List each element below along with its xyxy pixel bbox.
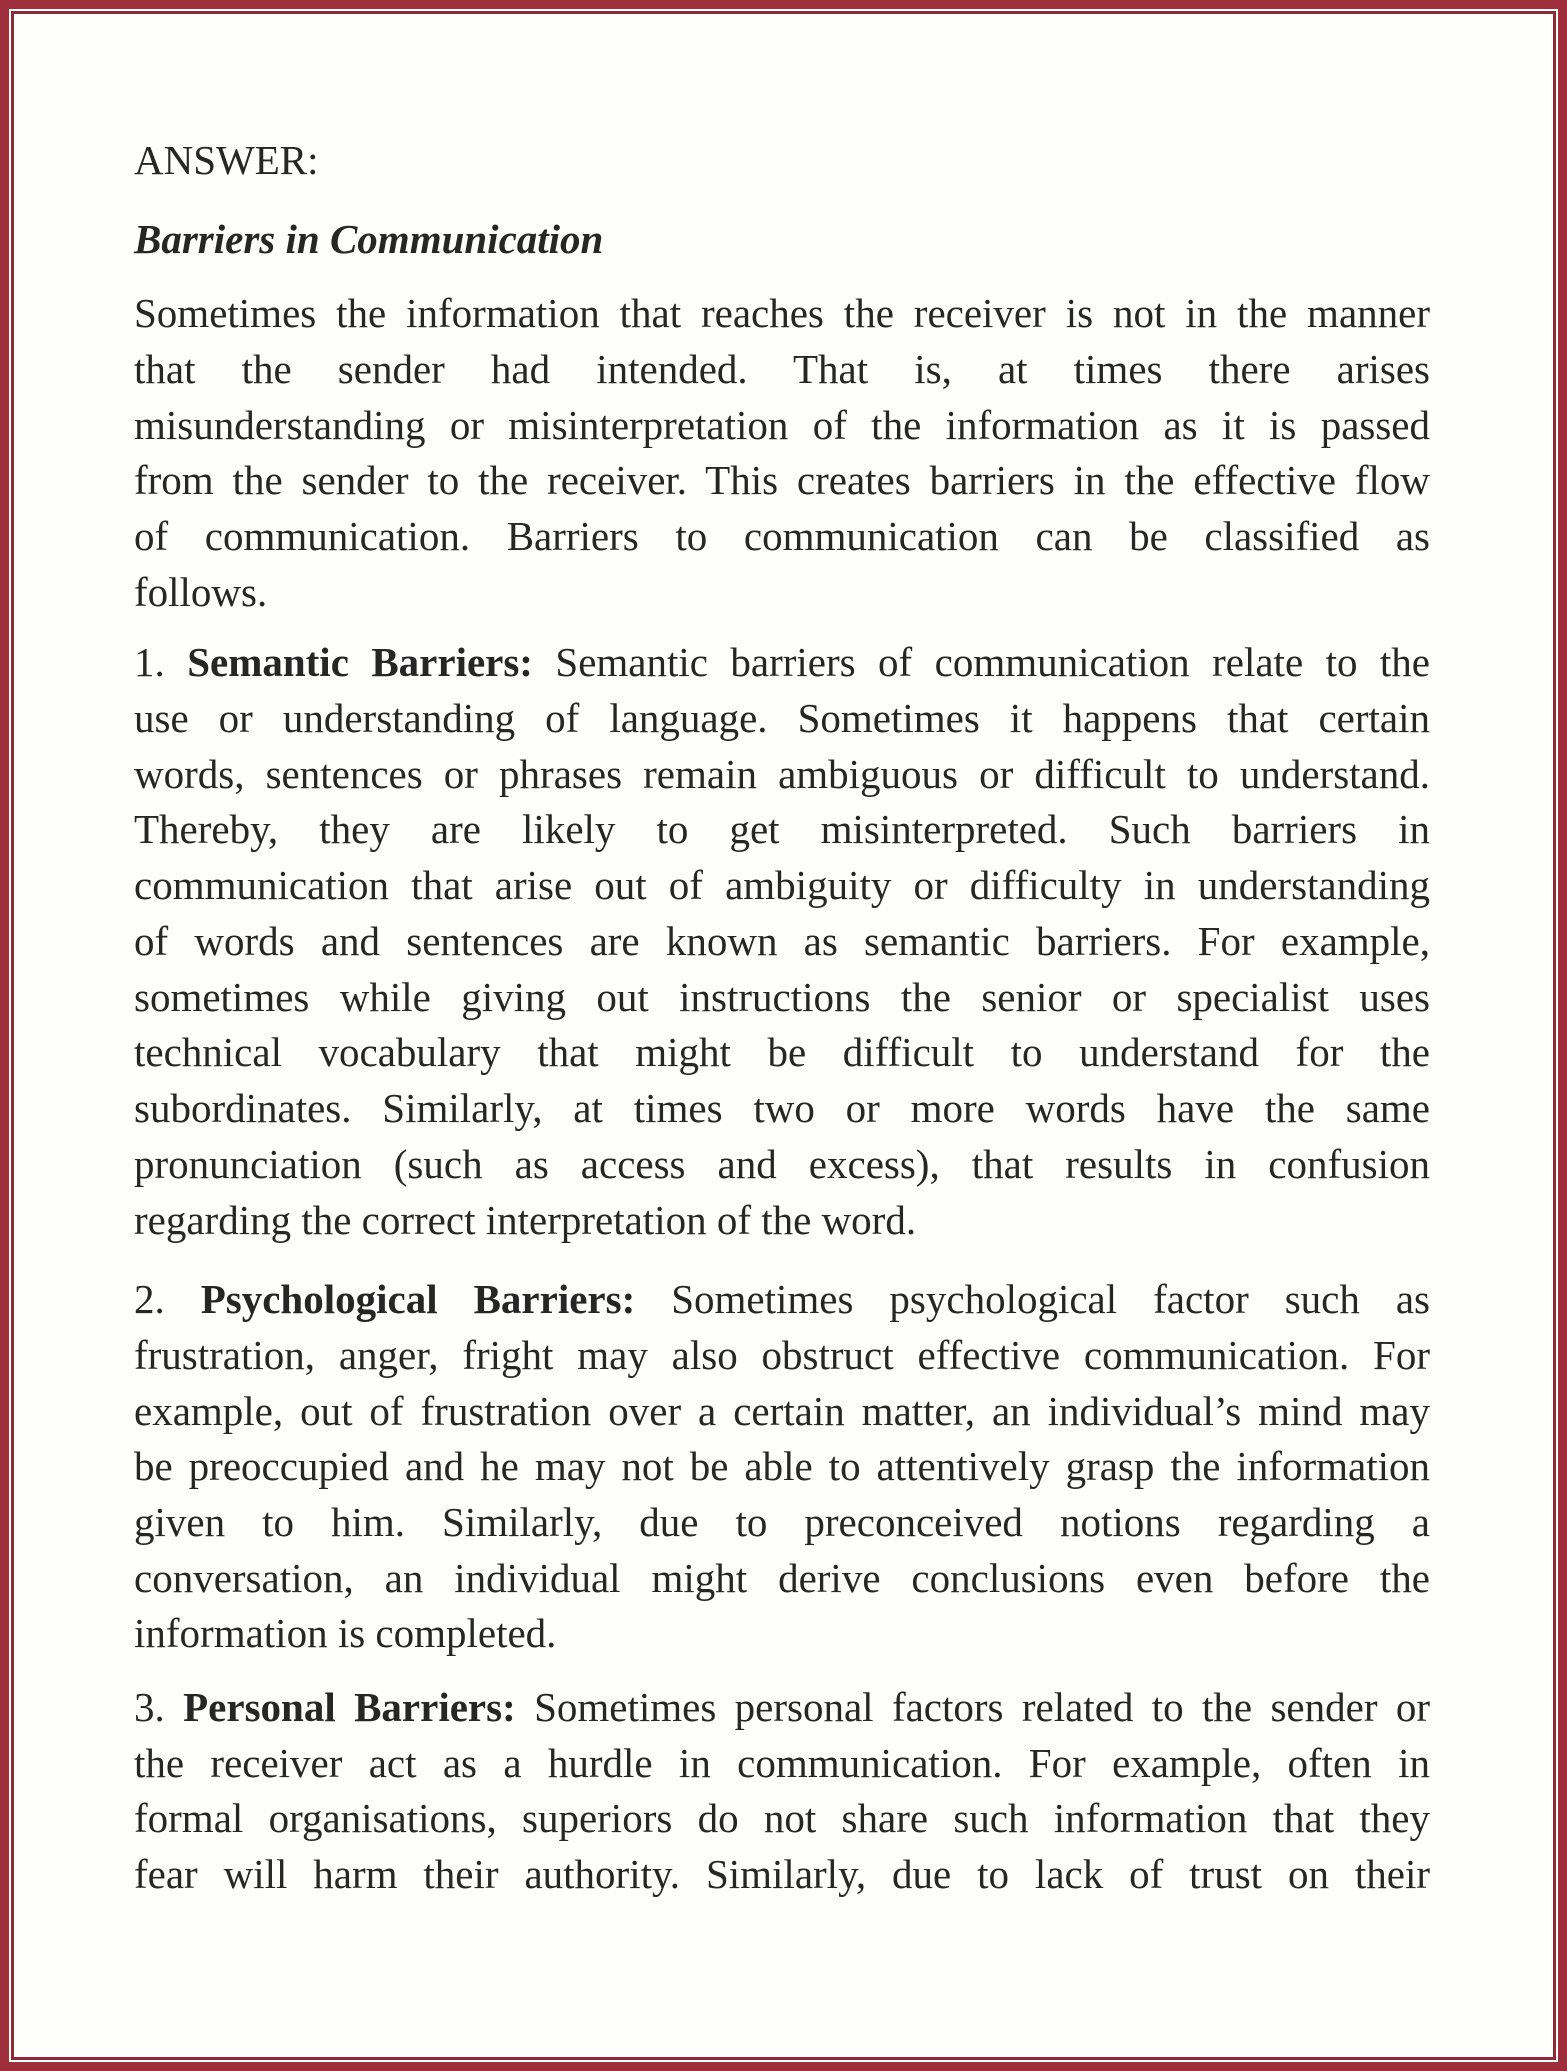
section-line: frustration, anger, fright may also obstruct effective communication. For <box>134 1332 1430 1378</box>
section-number: 3. <box>134 1684 165 1730</box>
section-line: information is completed. <box>134 1610 557 1656</box>
section-term: Psychological Barriers: <box>200 1276 636 1322</box>
section-line: of words and sentences are known as semantic barriers. For example, <box>134 918 1430 964</box>
section-line: Thereby, they are likely to get misinterpreted. Such barriers in <box>134 806 1430 852</box>
section-line: conversation, an individual might derive conclusions even before the <box>134 1555 1430 1601</box>
section-line: communication that arise out of ambiguity or difficulty in understanding <box>134 862 1430 908</box>
section-line: pronunciation (such as access and excess), that results in confusion <box>134 1141 1430 1187</box>
section-line: words, sentences or phrases remain ambiguous or difficult to understand. <box>134 751 1430 797</box>
section-term: Personal Barriers: <box>183 1684 516 1730</box>
intro-line: from the sender to the receiver. This creates barriers in the effective flow <box>134 457 1430 503</box>
section-first-line <box>134 634 1430 690</box>
document-title: Barriers in Communication <box>134 216 604 262</box>
section-line: subordinates. Similarly, at times two or more words have the same <box>134 1085 1430 1131</box>
section-text: Semantic barriers of communication relate to the <box>555 639 1430 685</box>
section-text: Sometimes psychological factor such as <box>671 1276 1430 1322</box>
section-line: regarding the correct interpretation of the word. <box>134 1197 917 1243</box>
section-line: use or understanding of language. Sometimes it happens that certain <box>134 695 1430 741</box>
section-term: Semantic Barriers: <box>187 639 533 685</box>
intro-line: misunderstanding or misinterpretation of the information as it is passed <box>134 402 1430 448</box>
intro-line: of communication. Barriers to communication can be classified as <box>134 513 1430 559</box>
section-line: technical vocabulary that might be difficult to understand for the <box>134 1029 1430 1075</box>
section-line: be preoccupied and he may not be able to attentively grasp the information <box>134 1443 1430 1489</box>
intro-line: that the sender had intended. That is, at times there arises <box>134 346 1430 392</box>
section-line: fear will harm their authority. Similarly, due to lack of trust on their <box>134 1851 1430 1897</box>
section-number: 1. <box>134 639 165 685</box>
section-text: Sometimes personal factors related to the sender or <box>534 1684 1430 1730</box>
section-first-line <box>134 1271 1430 1327</box>
answer-label: ANSWER: <box>134 137 319 183</box>
section-number: 2. <box>134 1276 165 1322</box>
section-line: the receiver act as a hurdle in communication. For example, often in <box>134 1740 1430 1786</box>
section-line: example, out of frustration over a certain matter, an individual’s mind may <box>134 1388 1430 1434</box>
intro-line: follows. <box>134 569 268 615</box>
section-line: formal organisations, superiors do not share such information that they <box>134 1795 1430 1841</box>
section-first-line <box>134 1679 1430 1735</box>
intro-line: Sometimes the information that reaches the receiver is not in the manner <box>134 290 1430 336</box>
section-line: sometimes while giving out instructions the senior or specialist uses <box>134 974 1430 1020</box>
section-line: given to him. Similarly, due to preconceived notions regarding a <box>134 1499 1430 1545</box>
